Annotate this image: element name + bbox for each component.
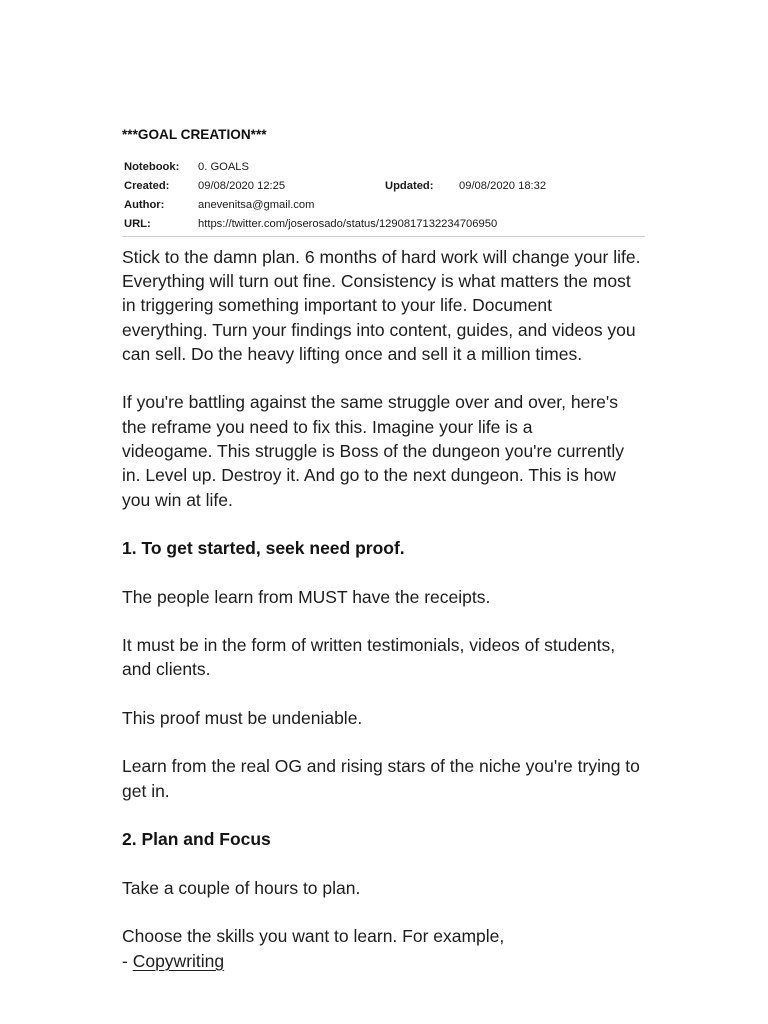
paragraph xyxy=(122,633,682,682)
metadata-row-notebook xyxy=(124,158,645,177)
paragraph-line: the reframe you need to fix this. Imagine your life is a xyxy=(122,416,533,437)
paragraph-line: in triggering something important to your life. Document xyxy=(122,295,552,316)
author-label: Author: xyxy=(124,199,165,212)
intro-paragraph xyxy=(122,245,682,366)
list-marker: - xyxy=(122,950,128,971)
paragraph-line: Learn from the real OG and rising stars of the niche you're trying to xyxy=(122,756,640,777)
metadata-row-dates xyxy=(124,177,645,196)
created-value: 09/08/2020 12:25 xyxy=(198,179,286,192)
paragraph xyxy=(122,876,682,900)
paragraph-line: videogame. This struggle is Boss of the dungeon you're currently xyxy=(122,441,625,462)
section-2-heading xyxy=(122,827,682,851)
updated-label: Updated: xyxy=(385,179,434,192)
paragraph xyxy=(122,706,682,730)
created-label: Created: xyxy=(124,179,170,192)
note-body xyxy=(122,245,682,973)
paragraph-line: Choose the skills you want to learn. For example, xyxy=(122,926,505,947)
paragraph-line: Stick to the damn plan. 6 months of hard work will change your life. xyxy=(122,246,641,267)
url-value: https://twitter.com/joserosado/status/1290817132234706950 xyxy=(198,218,498,231)
paragraph xyxy=(122,754,682,803)
paragraph-line: If you're battling against the same struggle over and over, here's xyxy=(122,392,618,413)
paragraph xyxy=(122,585,682,609)
url-label: URL: xyxy=(124,218,151,231)
reframe-paragraph xyxy=(122,390,682,511)
paragraph-line: can sell. Do the heavy lifting once and sell it a million times. xyxy=(122,343,583,364)
section-1-heading xyxy=(122,536,682,560)
paragraph-line: you win at life. xyxy=(122,489,233,510)
heading-line: 2. Plan and Focus xyxy=(122,829,271,850)
metadata-row-author xyxy=(124,196,645,215)
header-divider xyxy=(122,236,645,237)
heading-line: 1. To get started, seek need proof. xyxy=(122,538,405,559)
note-title: ***GOAL CREATION*** xyxy=(122,127,267,142)
metadata-row-url xyxy=(124,215,645,234)
paragraph-line: Take a couple of hours to plan. xyxy=(122,877,361,898)
paragraph-line: Everything will turn out fine. Consistency is what matters the most xyxy=(122,271,631,292)
paragraph-line: The people learn from MUST have the receipts. xyxy=(122,586,491,607)
paragraph-line: This proof must be undeniable. xyxy=(122,707,363,728)
list-item xyxy=(122,949,682,973)
notebook-label: Notebook: xyxy=(124,160,180,173)
paragraph-line: It must be in the form of written testimonials, videos of students, xyxy=(122,635,616,656)
paragraph-line: in. Level up. Destroy it. And go to the next dungeon. This is how xyxy=(122,465,616,486)
paragraph xyxy=(122,924,682,973)
metadata-table xyxy=(124,158,645,235)
paragraph-line: and clients. xyxy=(122,659,211,680)
list-item-text: Copywriting xyxy=(132,950,225,971)
updated-value: 09/08/2020 18:32 xyxy=(459,179,547,192)
author-value: anevenitsa@gmail.com xyxy=(198,199,315,212)
paragraph-line: get in. xyxy=(122,780,170,801)
notebook-value: 0. GOALS xyxy=(198,160,249,173)
paragraph-line: everything. Turn your findings into content, guides, and videos you xyxy=(122,319,636,340)
